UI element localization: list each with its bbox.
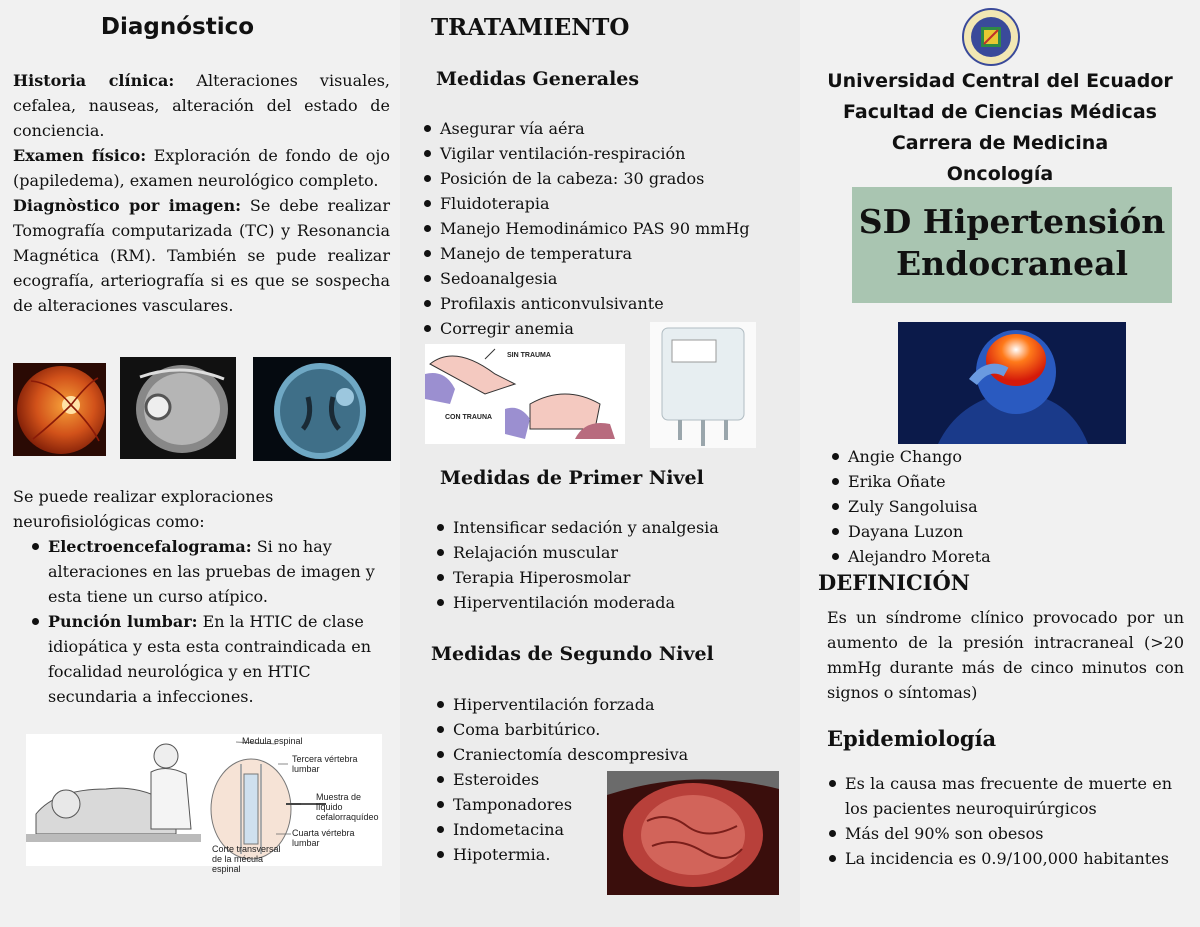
ct-image bbox=[253, 357, 391, 461]
list-item: Relajación muscular bbox=[435, 540, 795, 565]
panel-diagnostico bbox=[0, 0, 400, 927]
list-item: Hiperventilación moderada bbox=[435, 590, 795, 615]
list-item: Manejo de temperatura bbox=[422, 241, 792, 266]
imagen-label: Diagnòstico por imagen: bbox=[13, 196, 241, 215]
generales-title: Medidas Generales bbox=[436, 68, 640, 90]
historia-label: Historia clínica: bbox=[13, 71, 175, 90]
list-item: Indometacina bbox=[435, 817, 795, 842]
primer-nivel-title: Medidas de Primer Nivel bbox=[440, 467, 704, 489]
segundo-nivel-title: Medidas de Segundo Nivel bbox=[431, 643, 714, 665]
label-tercera-vertebra: Tercera vértebra lumbar bbox=[292, 754, 358, 774]
diagnostico-body bbox=[13, 68, 390, 318]
primer-nivel-list bbox=[435, 515, 795, 615]
epidemiologia-list bbox=[827, 771, 1172, 871]
definicion-text: Es un síndrome clínico provocado por un aumento de la presión intracraneal (>20 mmHg durante más de cinco minutos con signos o síntomas) bbox=[827, 608, 1184, 702]
banner-line-2: Endocraneal bbox=[896, 244, 1128, 283]
label-muestra: Muestra de líquido cefalorraquídeo bbox=[316, 792, 379, 822]
list-item: Vigilar ventilación-respiración bbox=[422, 141, 792, 166]
list-item: La incidencia es 0.9/100,000 habitantes bbox=[827, 846, 1172, 871]
puncion-text: En la HTIC de clase idiopática y esta esta contraindicada en focalidad neurológica y en HTIC secundaria a infecciones. bbox=[48, 612, 372, 706]
list-item: Corregir anemia bbox=[422, 316, 792, 341]
mri-image bbox=[120, 357, 236, 459]
label-medula: Medula espinal bbox=[242, 736, 303, 746]
list-item: Terapia Hiperosmolar bbox=[435, 565, 795, 590]
eeg-label: Electroencefalograma: bbox=[48, 537, 252, 556]
panel-tratamiento bbox=[400, 0, 800, 927]
list-item bbox=[30, 534, 385, 609]
fundus-image bbox=[13, 363, 106, 456]
neurofisiologicas-list bbox=[30, 534, 385, 709]
faculty-name: Facultad de Ciencias Médicas bbox=[843, 101, 1157, 123]
puncion-label: Punción lumbar: bbox=[48, 612, 198, 631]
authors-list bbox=[830, 444, 1170, 569]
generales-list bbox=[422, 116, 792, 341]
list-item: Manejo Hemodinámico PAS 90 mmHg bbox=[422, 216, 792, 241]
list-item: Erika Oñate bbox=[830, 469, 1170, 494]
list-item: Dayana Luzon bbox=[830, 519, 1170, 544]
subject-name: Oncología bbox=[946, 163, 1054, 185]
headache-image bbox=[898, 322, 1126, 444]
diagnostico-title: Diagnóstico bbox=[100, 14, 255, 40]
list-item: Es la causa mas frecuente de muerte en los pacientes neuroquirúrgicos bbox=[827, 771, 1172, 821]
neurofisiologicas-intro: Se puede realizar exploraciones neurofisiológicas como: bbox=[13, 487, 274, 531]
banner-line-1: SD Hipertensión bbox=[858, 202, 1166, 241]
head-position-illustration bbox=[425, 344, 625, 444]
craniectomy-image bbox=[607, 771, 779, 895]
list-item: Esteroides bbox=[435, 767, 795, 792]
panel-portada bbox=[800, 0, 1200, 927]
list-item: Sedoanalgesia bbox=[422, 266, 792, 291]
label-con-trauma: CON TRAUNA bbox=[445, 414, 493, 421]
label-cuarta-vertebra: Cuarta vértebra lumbar bbox=[292, 828, 355, 848]
historia-text: Alteraciones visuales, cefalea, nauseas, alteración del estado de conciencia. bbox=[13, 71, 391, 140]
list-item: Profilaxis anticonvulsivante bbox=[422, 291, 792, 316]
title-banner bbox=[852, 187, 1172, 303]
list-item: Craniectomía descompresiva bbox=[435, 742, 795, 767]
university-name: Universidad Central del Ecuador bbox=[827, 70, 1173, 92]
examen-label: Examen físico: bbox=[13, 146, 147, 165]
career-name: Carrera de Medicina bbox=[891, 132, 1109, 154]
list-item: Coma barbitúrico. bbox=[435, 717, 795, 742]
list-item: Más del 90% son obesos bbox=[827, 821, 1172, 846]
list-item: Hipotermia. bbox=[435, 842, 795, 867]
list-item: Posición de la cabeza: 30 grados bbox=[422, 166, 792, 191]
diagnostico-imagen bbox=[13, 193, 390, 318]
lumbar-puncture-illustration bbox=[26, 734, 382, 874]
list-item: Intensificar sedación y analgesia bbox=[435, 515, 795, 540]
list-item: Alejandro Moreta bbox=[830, 544, 1170, 569]
list-item: Tamponadores bbox=[435, 792, 795, 817]
list-item: Asegurar vía aéra bbox=[422, 116, 792, 141]
label-corte: Corte transversal de la mécula espinal bbox=[212, 844, 281, 874]
iv-bag-image bbox=[650, 322, 756, 448]
epidemiologia-title: Epidemiología bbox=[827, 726, 997, 751]
label-sin-trauma: SIN TRAUMA bbox=[507, 352, 551, 359]
tratamiento-title: TRATAMIENTO bbox=[431, 14, 630, 41]
university-seal bbox=[962, 8, 1020, 66]
list-item: Hiperventilación forzada bbox=[435, 692, 795, 717]
list-item bbox=[30, 609, 385, 709]
list-item: Angie Chango bbox=[830, 444, 1170, 469]
historia-clinica bbox=[13, 68, 390, 143]
list-item: Fluidoterapia bbox=[422, 191, 792, 216]
imagen-text: Se debe realizar Tomografía computarizada (TC) y Resonancia Magnética (RM). También se pude realizar ecografía, arteriografía si es que se sospecha de alteraciones vasculares. bbox=[13, 196, 390, 315]
examen-text: Exploración de fondo de ojo (papiledema), examen neurológico completo. bbox=[13, 146, 390, 190]
examen-fisico bbox=[13, 143, 390, 193]
definicion-title: DEFINICIÓN bbox=[818, 570, 970, 595]
eeg-text: Si no hay alteraciones en las pruebas de imagen y esta tiene un curso atípico. bbox=[48, 537, 375, 606]
list-item: Zuly Sangoluisa bbox=[830, 494, 1170, 519]
